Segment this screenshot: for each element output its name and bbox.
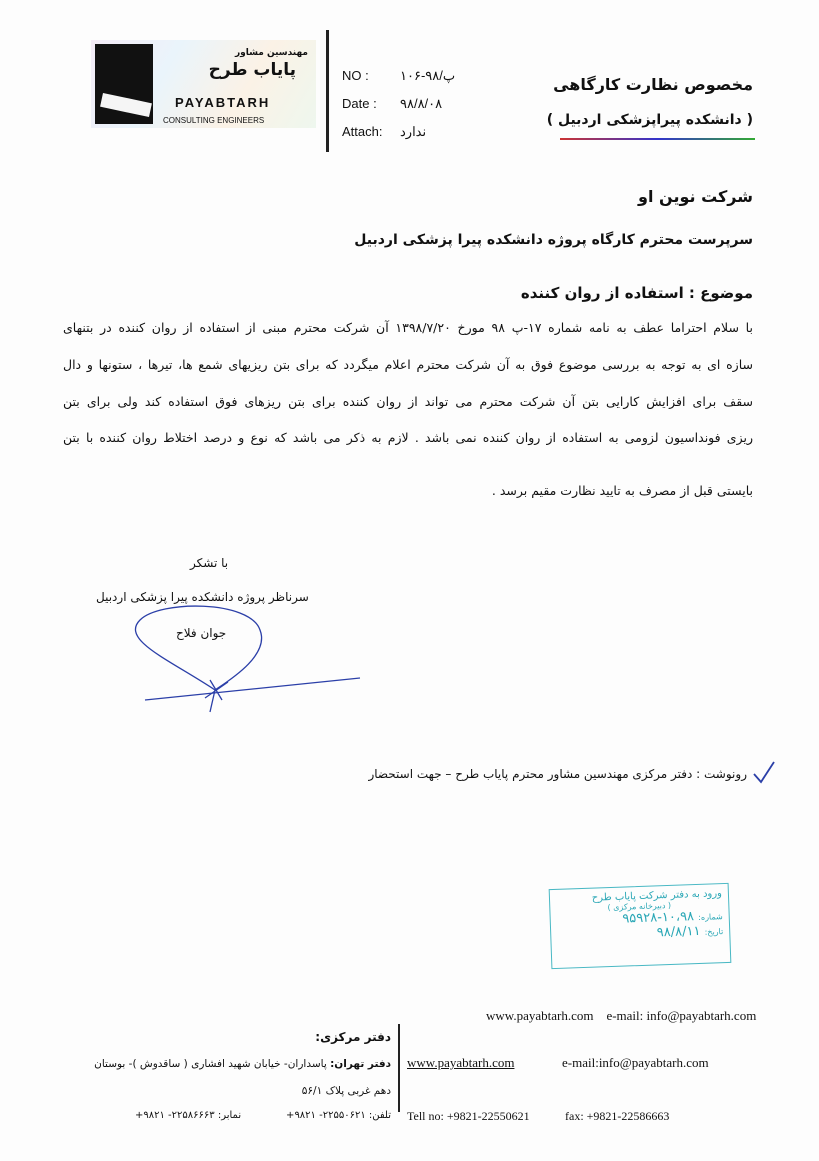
body-line: بایستی قبل از مصرف به تایید نظارت مقیم برسد . [491,483,753,498]
logo-en-sub: CONSULTING ENGINEERS [163,116,265,125]
signer-name: جوان فلاح [176,626,227,640]
footer-divider [398,1024,400,1112]
footer-address1: پاسداران- خیابان شهید افشاری ( ساقدوش )- بوستان [94,1058,327,1070]
stamp-number-label: شماره: [698,912,723,922]
company-logo [91,40,316,128]
body-line: سقف برای افزایش کارایی بتن آن شرکت محترم می تواند از روان کننده برای بتن ریزهای فوق استفاده کند ولی برای بتن [63,394,753,409]
letter-date-label: Date : [342,96,377,111]
letter-attach-label: Attach: [342,124,383,139]
logo-fa-top: مهندسین مشاور [234,48,308,58]
stamp-date: ۹۸/۸/۱۱ [656,923,701,941]
footer-fax-fa: نمابر: ۲۲۵۸۶۶۶۳- ۹۸۲۱+ [135,1110,242,1121]
footer-tel: Tell no: +9821-22550621 [407,1109,530,1123]
footer-top-email[interactable]: e-mail: info@payabtarh.com [606,1008,757,1023]
recipient-company: شرکت نوین او [638,187,753,206]
footer-top-contact [486,1008,756,1024]
receipt-stamp [549,883,732,969]
stamp-line2: ( دبیرخانه مرکزی ) [607,900,672,913]
footer-tel-fa: تلفن: ۲۲۵۵۰۶۲۱- ۹۸۲۱+ [286,1110,391,1121]
body-line: سازه ای به توجه به بررسی موضوع فوق به آن شرکت محترم اعلام میگردد که برای بتن ریزیهای شمع ها، تیرها ، ستونها و دال [63,357,753,372]
logo-en-name: PAYABTARH [175,95,271,110]
recipient-person: سرپرست محترم کارگاه پروژه دانشکده پیرا پزشکی اردبیل [354,232,753,248]
letter-number-label: NO : [342,68,369,83]
footer-fax: fax: +9821-22586663 [565,1109,670,1123]
checkmark-icon [752,760,776,786]
footer-office-title: دفتر مرکزی: [315,1030,391,1044]
logo-fa-name: پایاب طرح [208,60,296,80]
carbon-copy: رونوشت : دفتر مرکزی مهندسین مشاور محترم پایاب طرح – جهت استحضار [368,767,747,781]
letter-attach-value: ندارد [400,124,427,139]
closing-thanks: با تشکر [190,556,229,570]
signer-role: سرناظر پروژه دانشکده پیرا پزشکی اردبیل [96,590,309,604]
letter-number-value: پ/۹۸-۱۰۶ [400,68,456,83]
signature [110,600,370,720]
header-underline [560,138,755,140]
body-line: با سلام احتراما عطف به نامه شماره ۱۷-پ ۹۸ مورخ ۱۳۹۸/۷/۲۰ آن شرکت محترم مبنی از استفاده از روان کننده در بتنهای [63,320,753,335]
letter-date-value: ۹۸/۸/۰۸ [400,96,443,111]
letter-attach [342,124,427,139]
letter-date [342,96,443,111]
header-subtitle: ( دانشکده پیراپزشکی اردبیل ) [546,112,753,128]
stamp-date-label: تاریخ: [704,927,724,937]
footer-top-web[interactable]: www.payabtarh.com [486,1008,594,1023]
footer-web[interactable]: www.payabtarh.com [407,1055,515,1070]
body-line: ریزی فونداسیون لزومی به استفاده از روان کننده نمی باشد . لازم به ذکر می باشد که نوع و درصد اختلاط روان کننده با بتن [63,430,753,445]
stamp-number: ۱۰،۹۸-۹۵۹۲۸ [622,909,695,927]
stamp-line1: ورود به دفتر شرکت پایاب طرح [591,888,723,904]
footer-address2: دهم غربی پلاک ۵۶/۱ [301,1085,391,1097]
footer-email[interactable]: e-mail:info@payabtarh.com [562,1055,709,1070]
subject-line: موضوع : استفاده از روان کننده [520,284,753,302]
header-title: مخصوص نظارت کارگاهی [553,75,753,94]
header-divider [326,30,329,152]
footer-tehran-label: دفتر تهران: [330,1058,391,1070]
letter-number [342,68,456,83]
logo-mark [95,44,153,124]
